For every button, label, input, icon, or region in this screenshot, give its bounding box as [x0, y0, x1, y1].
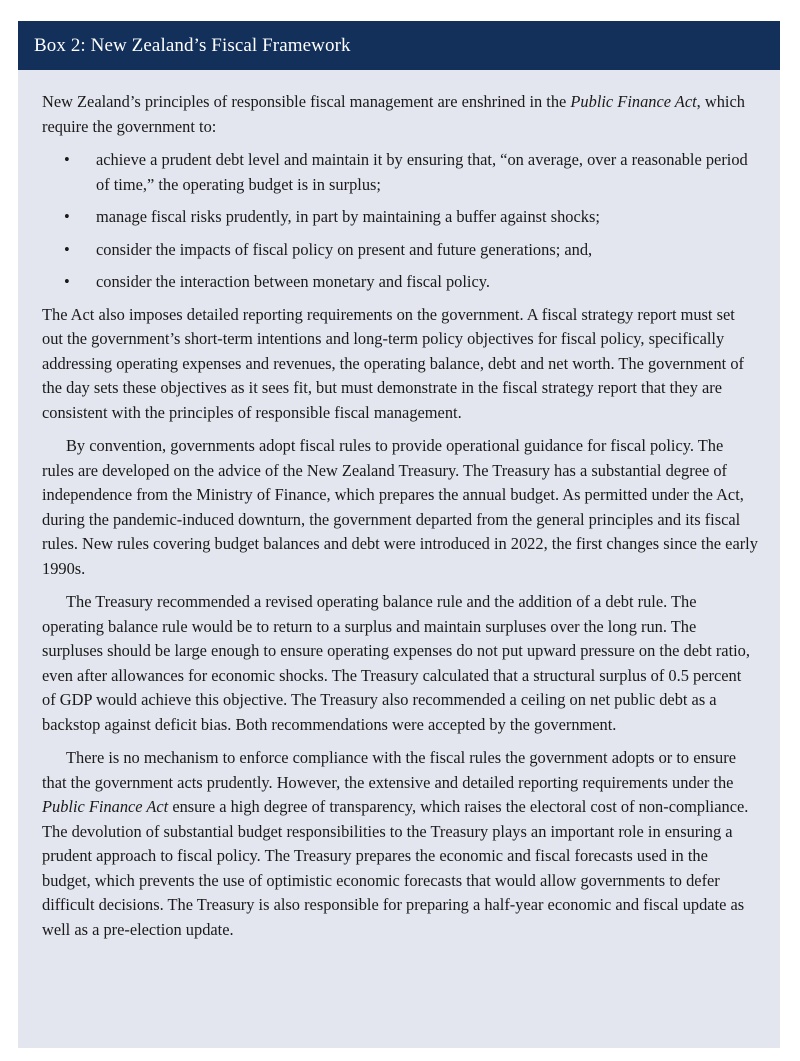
act-name-italic: Public Finance Act	[42, 797, 169, 816]
list-item	[42, 205, 758, 230]
principles-list	[42, 148, 758, 295]
intro-text-before: New Zealand’s principles of responsible fiscal management are enshrined in the	[42, 92, 571, 111]
intro-paragraph	[42, 90, 758, 139]
list-item-text: consider the interaction between monetary and fiscal policy.	[96, 272, 490, 291]
bullet-dot: •	[64, 272, 70, 291]
treasury-recommendation-paragraph: The Treasury recommended a revised operating balance rule and the addition of a debt rule. The operating balance rule would be to return to a surplus and maintain surpluses over the long run. The surpluses should be large enough to ensure operating expenses do not put upward pressure on the debt ratio, even after allowances for economic shocks. The Treasury calculated that a structural surplus of 0.5 percent of GDP would achieve this objective. The Treasury also recommended a ceiling on net public debt as a backstop against deficit bias. Both recommendations were accepted by the government.	[42, 592, 750, 734]
box-body	[18, 70, 780, 942]
bullet-dot: •	[64, 239, 70, 259]
bullet-dot: •	[64, 207, 70, 226]
act-name-italic: Public Finance Act	[570, 92, 697, 111]
list-item	[42, 148, 758, 197]
list-item-text: achieve a prudent debt level and maintain it by ensuring that, “on average, over a reasonable period of time,” the operating budget is in surplus;	[96, 150, 748, 194]
list-item-text: consider the impacts of fiscal policy on present and future generations; and,	[96, 239, 593, 259]
fiscal-framework-box	[18, 21, 780, 1048]
reporting-paragraph: The Act also imposes detailed reporting requirements on the government. A fiscal strategy report must set out the government’s short-term intentions and long-term policy objectives for fiscal policy, specifically addressing operating expenses and revenues, the operating balance, debt and net worth. The government of the day sets these objectives as it sees fit, but must demonstrate in the fiscal strategy report that they are consistent with the principles of responsible fiscal management.	[42, 304, 744, 422]
list-item-text: manage fiscal risks prudently, in part by maintaining a buffer against shocks;	[96, 207, 600, 226]
bullet-dot: •	[64, 150, 70, 169]
intro-text-after: , which require the government to:	[42, 92, 745, 136]
fiscal-rules-paragraph: By convention, governments adopt fiscal rules to provide operational guidance for fiscal policy. The rules are developed on the advice of the New Zealand Treasury. The Treasury has a substantial degree of independence from the Ministry of Finance, which prepares the annual budget. As permitted under the Act, during the pandemic-induced downturn, the government departed from the general principles and its fiscal rules. New rules covering budget balances and debt were introduced in 2022, the first changes since the early 1990s.	[42, 436, 758, 578]
compliance-text-after: ensure a high degree of transparency, which raises the electoral cost of non-compliance. The devolution of substantial budget responsibilities to the Treasury plays an important role in ensuring a prudent approach to fiscal policy. The Treasury prepares the economic and fiscal forecasts used in the budget, which prevents the use of optimistic economic forecasts that would allow governments to defer difficult decisions. The Treasury is also responsible for preparing a half-year economic and fiscal update as well as a pre-election update.	[42, 797, 749, 939]
list-item	[42, 238, 758, 263]
box-header	[18, 21, 780, 70]
box-title: Box 2: New Zealand’s Fiscal Framework	[34, 34, 351, 56]
list-item	[42, 270, 758, 295]
compliance-text-before: There is no mechanism to enforce compliance with the fiscal rules the government adopts or to ensure that the government acts prudently. However, the extensive and detailed reporting requirements under the	[42, 748, 736, 792]
compliance-paragraph	[42, 746, 758, 942]
